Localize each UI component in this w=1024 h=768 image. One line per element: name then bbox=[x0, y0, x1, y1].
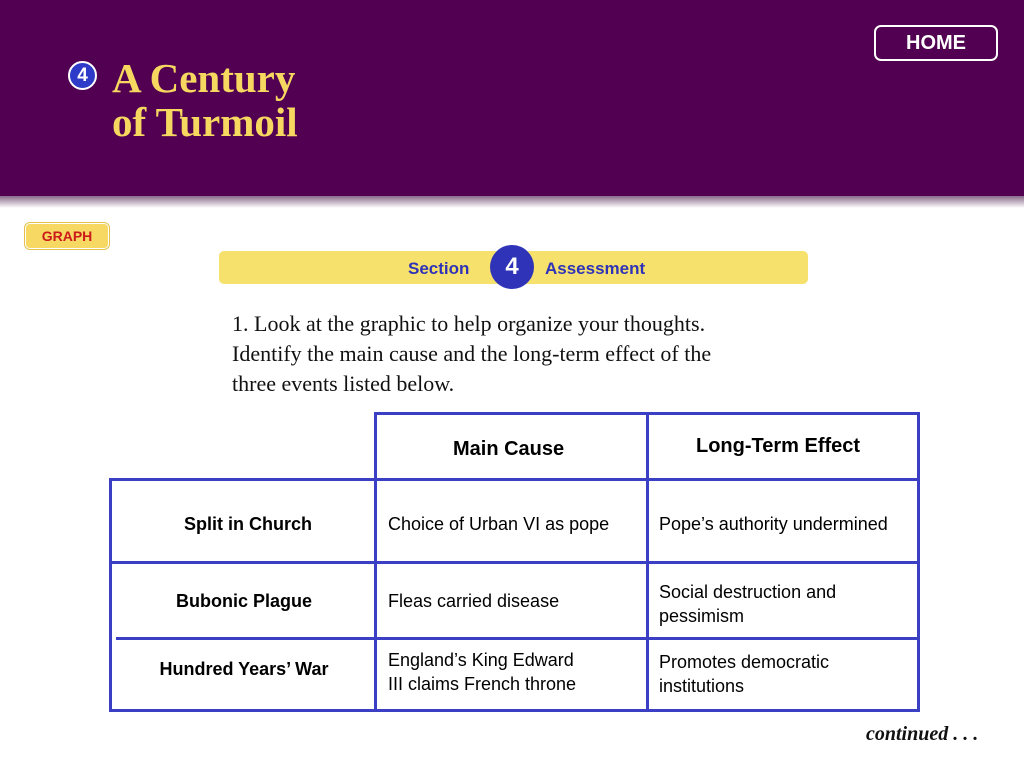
effect-line: Pope’s authority undermined bbox=[659, 514, 888, 534]
effect-line: Promotes democratic bbox=[659, 652, 830, 672]
column-header-main-cause: Main Cause bbox=[453, 438, 565, 460]
table-line-bottom bbox=[109, 709, 920, 712]
cause-line: Fleas carried disease bbox=[388, 591, 560, 611]
effect-cell bbox=[659, 650, 829, 698]
chapter-badge: 4 bbox=[68, 61, 97, 90]
cause-line: England’s King Edward bbox=[388, 650, 574, 670]
title-line-2: of Turmoil bbox=[112, 99, 298, 145]
graph-button[interactable]: GRAPH bbox=[25, 223, 109, 249]
page-title bbox=[112, 56, 298, 144]
question-line-1: 1. Look at the graphic to help organize your thoughts. bbox=[232, 311, 706, 336]
question-line-2: Identify the main cause and the long-term effect of the bbox=[232, 341, 712, 366]
section-number-badge: 4 bbox=[490, 245, 534, 289]
cause-cell bbox=[388, 648, 576, 696]
row-label-bubonic-plague: Bubonic Plague bbox=[175, 591, 312, 611]
table-line-col2 bbox=[646, 412, 649, 712]
cause-cell bbox=[388, 512, 609, 536]
continued-link[interactable]: continued . . . bbox=[866, 723, 979, 745]
question-text bbox=[232, 309, 812, 399]
table-line-header-bottom bbox=[109, 478, 920, 481]
cause-line: Choice of Urban VI as pope bbox=[388, 514, 610, 534]
effect-line: Social destruction and bbox=[659, 582, 837, 602]
cause-line: III claims French throne bbox=[388, 674, 577, 694]
table-line-right bbox=[917, 412, 920, 712]
question-line-3: three events listed below. bbox=[232, 371, 455, 396]
row-label-hundred-years-war: Hundred Years’ War bbox=[159, 659, 329, 679]
assessment-label: Assessment bbox=[545, 259, 646, 278]
effect-cell bbox=[659, 580, 836, 628]
header-shadow bbox=[0, 196, 1024, 208]
row-label-split-in-church: Split in Church bbox=[184, 514, 312, 534]
effect-cell bbox=[659, 512, 888, 536]
column-header-long-term-effect: Long-Term Effect bbox=[696, 435, 861, 457]
effect-line: pessimism bbox=[659, 606, 745, 626]
effect-line: institutions bbox=[659, 676, 745, 696]
section-label: Section bbox=[408, 259, 470, 278]
cause-cell bbox=[388, 589, 559, 613]
home-button[interactable]: HOME bbox=[874, 25, 998, 61]
title-line-1: A Century bbox=[112, 55, 296, 101]
table-line-row1-bottom bbox=[109, 561, 920, 564]
table-line-row2-bottom bbox=[116, 637, 920, 640]
